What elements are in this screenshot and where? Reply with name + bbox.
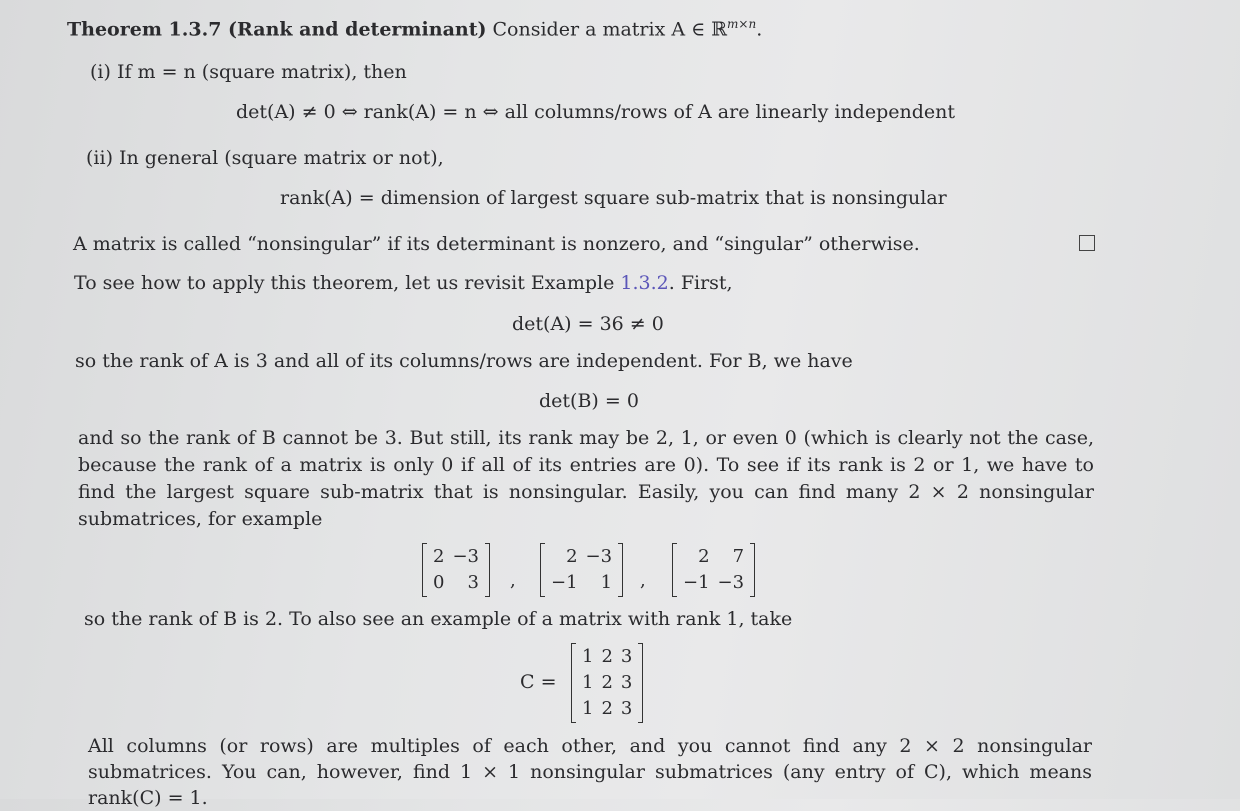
matrix-cell: 3 bbox=[467, 572, 479, 593]
matrix-C bbox=[571, 643, 643, 723]
eq-detB: det(B) = 0 bbox=[539, 390, 639, 412]
matrix-cell: 2 bbox=[601, 646, 613, 667]
theorem-period: . bbox=[756, 18, 763, 41]
definition-line: A matrix is called “nonsingular” if its determinant is nonzero, and “singular” otherwise. bbox=[73, 233, 920, 255]
example-link[interactable]: 1.3.2 bbox=[620, 272, 669, 294]
matrix-cell: −3 bbox=[585, 546, 613, 567]
matrix-cell: 1 bbox=[582, 698, 594, 719]
matrix-cell: 3 bbox=[620, 646, 633, 667]
matrix-cell: 2 bbox=[566, 546, 578, 567]
matrix-cell: 7 bbox=[732, 546, 745, 567]
separator-comma: , bbox=[510, 570, 516, 591]
eq-detA: det(A) = 36 ≠ 0 bbox=[512, 313, 664, 335]
theorem-sup: m×n bbox=[727, 17, 757, 31]
item-ii-equation: rank(A) = dimension of largest square sub-matrix that is nonsingular bbox=[280, 187, 947, 209]
revisit-pre: To see how to apply this theorem, let us revisit Example bbox=[74, 272, 621, 294]
final-paragraph: All columns (or rows) are multiples of each other, and you cannot find any 2 × 2 nonsingular submatrices. You can, however, find 1 × 1 nonsingular submatrices (any entry of C), which means rank(C) = 1. bbox=[88, 735, 1092, 809]
theorem-intro: Consider a matrix A ∈ ℝ bbox=[492, 18, 728, 41]
theorem-header bbox=[67, 12, 762, 41]
submatrix-1 bbox=[422, 543, 490, 597]
theorem-label: Theorem 1.3.7 (Rank and determinant) bbox=[67, 18, 487, 41]
submatrix-3 bbox=[672, 543, 755, 597]
matrix-cell: 3 bbox=[620, 672, 633, 693]
matrix-cell: 1 bbox=[582, 672, 594, 693]
matrix-cell: 0 bbox=[433, 572, 445, 593]
item-i-label: (i) If m = n (square matrix), then bbox=[90, 61, 407, 83]
matrixC-label: C = bbox=[520, 671, 557, 693]
matrix-cell: 3 bbox=[620, 698, 633, 719]
rankA-line: so the rank of A is 3 and all of its columns/rows are independent. For B, we have bbox=[75, 350, 853, 372]
item-ii-label: (ii) In general (square matrix or not), bbox=[86, 147, 444, 169]
revisit-line bbox=[74, 271, 733, 295]
matrix-cell: 2 bbox=[698, 546, 710, 567]
submatrix-2 bbox=[540, 543, 623, 597]
matrix-cell: −3 bbox=[717, 572, 745, 593]
matrix-cell: 1 bbox=[582, 646, 594, 667]
item-i-equation: det(A) ≠ 0 ⇔ rank(A) = n ⇔ all columns/rows of A are linearly independent bbox=[236, 101, 956, 123]
matrix-cell: −1 bbox=[683, 572, 710, 593]
matrix-cell: −1 bbox=[551, 572, 578, 593]
matrix-cell: 1 bbox=[600, 572, 613, 593]
separator-comma: , bbox=[640, 570, 646, 591]
paragraph-B: and so the rank of B cannot be 3. But still, its rank may be 2, 1, or even 0 (which is clearly not the case, because the rank of a matrix is only 0 if all of its entries are 0). To see if its rank is 2 or 1, we have to find the largest square sub-matrix that is nonsingular. Easily, you can find many 2 × 2 nonsingular submatrices, for example bbox=[78, 427, 1094, 530]
rankB-line: so the rank of B is 2. To also see an example of a matrix with rank 1, take bbox=[84, 608, 793, 630]
matrix-cell: 2 bbox=[433, 546, 445, 567]
revisit-post: . First, bbox=[668, 272, 733, 294]
matrix-cell: 2 bbox=[601, 698, 613, 719]
matrix-cell: 2 bbox=[601, 672, 613, 693]
qed-box-icon bbox=[1079, 235, 1095, 251]
matrix-cell: −3 bbox=[452, 546, 479, 567]
